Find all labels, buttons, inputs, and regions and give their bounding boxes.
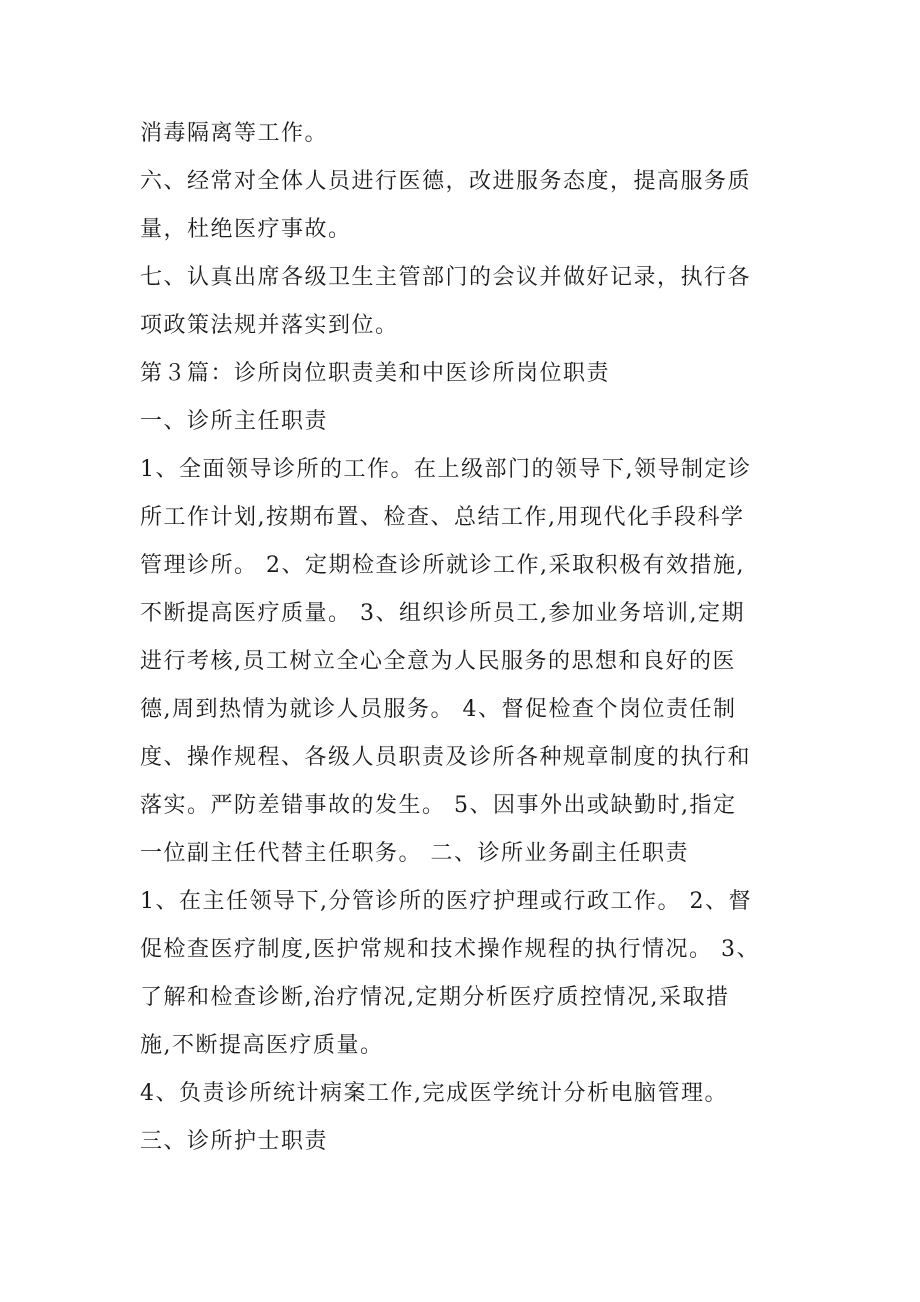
text-line: 管理诊所。 2、定期检查诊所就诊工作,采取积极有效措施,: [140, 553, 745, 578]
text-line: 量，杜绝医疗事故。: [140, 217, 352, 242]
text-line: 不断提高医疗质量。 3、组织诊所员工,参加业务培训,定期: [140, 601, 745, 626]
text-line: 4、负责诊所统计病案工作,完成医学统计分析电脑管理。: [140, 1081, 728, 1106]
text-line: 了解和检查诊断,治疗情况,定期分析医疗质控情况,采取措: [140, 985, 730, 1010]
text-line: 1、在主任领导下,分管诊所的医疗护理或行政工作。 2、督: [140, 889, 752, 914]
document-body: [140, 110, 790, 1166]
section-heading: 第３篇：诊所岗位职责美和中医诊所岗位职责: [140, 361, 611, 386]
text-line: 落实。严防差错事故的发生。 5、因事外出或缺勤时,指定: [140, 793, 737, 818]
subsection-heading: 一、诊所主任职责: [140, 409, 329, 434]
text-line: 施,不断提高医疗质量。: [140, 1033, 384, 1058]
subsection-heading: 三、诊所护士职责: [140, 1129, 329, 1154]
text-line: 一位副主任代替主任职务。 二、诊所业务副主任职责: [140, 841, 689, 866]
text-line: 项政策法规并落实到位。: [140, 313, 399, 338]
text-line: 度、操作规程、各级人员职责及诊所各种规章制度的执行和: [140, 745, 752, 770]
text-line: 1、全面领导诊所的工作。在上级部门的领导下,领导制定诊: [140, 457, 752, 482]
text-line: 进行考核,员工树立全心全意为人民服务的思想和良好的医: [140, 649, 736, 674]
text-line: 促检查医疗制度,医护常规和技术操作规程的执行情况。 3、: [140, 937, 760, 962]
text-line: 七、认真出席各级卫生主管部门的会议并做好记录，执行各: [140, 265, 752, 290]
text-line: 德,周到热情为就诊人员服务。 4、督促检查个岗位责任制: [140, 697, 737, 722]
text-line: 所工作计划,按期布置、检查、总结工作,用现代化手段科学: [140, 505, 745, 530]
text-line: 消毒隔离等工作。: [140, 121, 329, 146]
text-line: 六、经常对全体人员进行医德，改进服务态度，提高服务质: [140, 169, 752, 194]
